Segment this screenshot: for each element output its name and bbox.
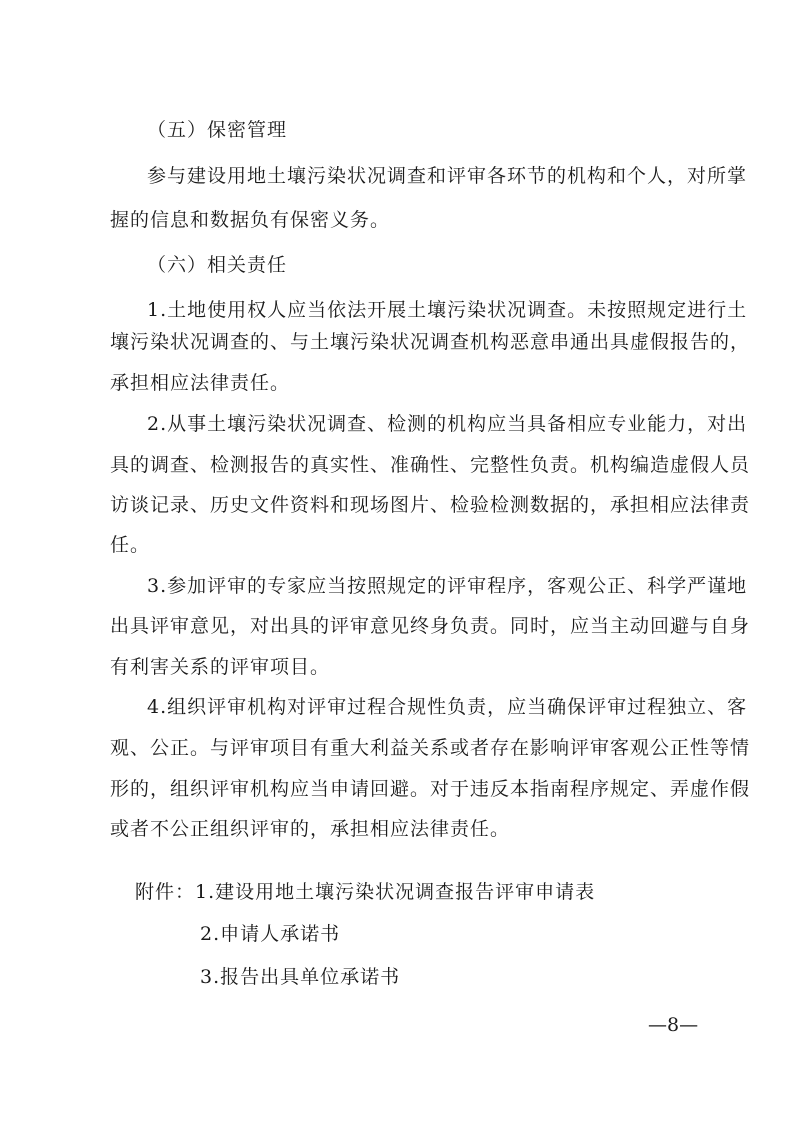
paragraph-line: 出具评审意见，对出具的评审意见终身负责。同时，应当主动回避与自身 [110, 615, 751, 637]
section-heading-six: （六）相关责任 [147, 254, 288, 276]
paragraph-line: 访谈记录、历史文件资料和现场图片、检验检测数据的，承担相应法律责 [110, 494, 751, 516]
paragraph-line: 4.组织评审机构对评审过程合规性负责，应当确保评审过程独立、客 [147, 696, 748, 718]
paragraph-line: 任。 [110, 534, 151, 556]
paragraph-line: 承担相应法律责任。 [110, 372, 291, 394]
attachment-item-3: 3.报告出具单位承诺书 [200, 966, 401, 988]
paragraph-line: 具的调查、检测报告的真实性、准确性、完整性负责。机构编造虚假人员 [110, 454, 751, 476]
paragraph-line: 观、公正。与评审项目有重大利益关系或者存在影响评审客观公正性等情 [110, 737, 751, 759]
paragraph-line: 2.从事土壤污染状况调查、检测的机构应当具备相应专业能力，对出 [147, 413, 748, 435]
paragraph-line: 1.土地使用权人应当依法开展土壤污染状况调查。未按照规定进行土 [147, 299, 748, 321]
paragraph-line: 握的信息和数据负有保密义务。 [110, 209, 391, 231]
paragraph-line: 3.参加评审的专家应当按照规定的评审程序，客观公正、科学严谨地 [147, 575, 748, 597]
paragraph-line: 有利害关系的评审项目。 [110, 656, 331, 678]
paragraph-line: 或者不公正组织评审的，承担相应法律责任。 [110, 818, 511, 840]
attachment-item-2: 2.申请人承诺书 [200, 923, 341, 945]
section-heading-five: （五）保密管理 [147, 119, 288, 141]
paragraph-line: 参与建设用地土壤污染状况调查和评审各环节的机构和个人，对所掌 [147, 165, 748, 187]
page-number: —8— [648, 1014, 699, 1036]
paragraph-line: 形的，组织评审机构应当申请回避。对于违反本指南程序规定、弄虚作假 [110, 778, 751, 800]
attachment-item-1: 附件：1.建设用地土壤污染状况调查报告评审申请表 [135, 881, 596, 903]
paragraph-line: 壤污染状况调查的、与土壤污染状况调查机构恶意串通出具虚假报告的， [110, 331, 751, 353]
